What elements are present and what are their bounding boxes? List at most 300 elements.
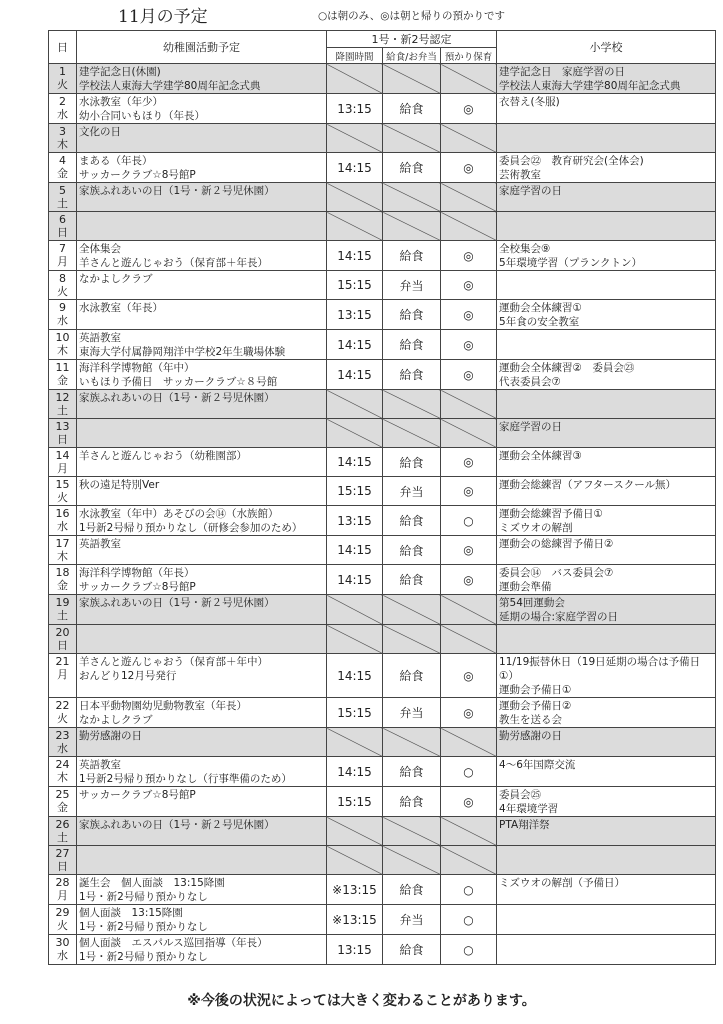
school-line-1: 委員会㉒ 教育研究会(全体会)	[499, 155, 644, 167]
school-event	[497, 477, 716, 506]
day-number: 5	[59, 184, 66, 197]
meal-type: 給食	[383, 300, 441, 330]
care-mark: ◎	[441, 698, 497, 728]
header-school: 小学校	[497, 31, 716, 64]
care-mark	[441, 817, 497, 846]
header-certified: 1号・新2号認定	[327, 31, 497, 48]
meal-type: 弁当	[383, 271, 441, 300]
day-number: 6	[59, 213, 66, 226]
table-row	[49, 698, 716, 728]
weekday: 土	[57, 197, 68, 210]
school-event	[497, 419, 716, 448]
activity-line-2: 羊さんと遊んじゃおう（保育部＋年長）	[79, 257, 268, 269]
pickup-time: 15:15	[327, 698, 383, 728]
activity-line-2: 1号・新2号帰り預かりなし	[79, 921, 208, 933]
care-mark: ◎	[441, 565, 497, 595]
table-row	[49, 94, 716, 124]
meal-type	[383, 183, 441, 212]
school-line-1: 運動会全体練習①	[499, 302, 582, 314]
day-number: 27	[55, 847, 70, 860]
table-row	[49, 64, 716, 94]
activity-line-2: 1号・新2号帰り預かりなし	[79, 891, 208, 903]
table-row	[49, 419, 716, 448]
day-number: 28	[55, 876, 70, 889]
activity-line-2: 1号新2号帰り預かりなし（行事準備のため）	[79, 773, 292, 785]
kindergarten-activity	[77, 506, 327, 536]
table-row	[49, 448, 716, 477]
care-mark: ○	[441, 875, 497, 905]
day-number: 22	[55, 699, 70, 712]
school-line-2: 運動会予備日①	[499, 684, 572, 696]
kindergarten-activity	[77, 625, 327, 654]
table-row	[49, 506, 716, 536]
day-cell	[49, 153, 77, 183]
care-mark	[441, 390, 497, 419]
meal-type: 給食	[383, 757, 441, 787]
care-mark: ◎	[441, 241, 497, 271]
school-line-2: 5年食の安全教室	[499, 316, 580, 328]
school-line-1: 建学記念日 家庭学習の日	[499, 66, 626, 78]
pickup-time	[327, 183, 383, 212]
kindergarten-activity	[77, 271, 327, 300]
kindergarten-activity	[77, 654, 327, 698]
meal-type: 給食	[383, 506, 441, 536]
meal-type: 給食	[383, 153, 441, 183]
day-number: 12	[55, 391, 70, 404]
weekday: 土	[57, 404, 68, 417]
day-number: 15	[55, 478, 70, 491]
pickup-time	[327, 64, 383, 94]
pickup-time	[327, 212, 383, 241]
school-event	[497, 300, 716, 330]
day-cell	[49, 360, 77, 390]
weekday: 日	[57, 639, 68, 652]
meal-type: 給食	[383, 330, 441, 360]
school-event	[497, 625, 716, 654]
day-cell	[49, 330, 77, 360]
care-mark: ◎	[441, 153, 497, 183]
activity-line-1: サッカークラブ☆8号館P	[79, 789, 196, 801]
table-row	[49, 935, 716, 965]
meal-type	[383, 64, 441, 94]
school-event	[497, 728, 716, 757]
activity-line-1: 海洋科学博物館（年中）	[79, 362, 195, 374]
kindergarten-activity	[77, 757, 327, 787]
pickup-time	[327, 595, 383, 625]
pickup-time: 13:15	[327, 300, 383, 330]
day-number: 26	[55, 818, 70, 831]
day-number: 9	[59, 301, 66, 314]
meal-type	[383, 212, 441, 241]
day-cell	[49, 875, 77, 905]
table-row	[49, 241, 716, 271]
school-event	[497, 846, 716, 875]
meal-type	[383, 390, 441, 419]
table-row	[49, 124, 716, 153]
care-mark: ○	[441, 506, 497, 536]
schedule-table	[48, 30, 716, 965]
day-cell	[49, 935, 77, 965]
pickup-time	[327, 124, 383, 153]
header-pickup: 降園時間	[327, 48, 383, 64]
weekday: 金	[57, 579, 68, 592]
school-line-1: 運動会総練習予備日①	[499, 508, 603, 520]
weekday: 土	[57, 831, 68, 844]
school-event	[497, 271, 716, 300]
table-row	[49, 183, 716, 212]
activity-line-1: 家族ふれあいの日（1号・新２号児休園）	[79, 392, 275, 404]
header-meal: 給食/お弁当	[383, 48, 441, 64]
pickup-time: 14:15	[327, 360, 383, 390]
weekday: 火	[57, 78, 68, 91]
day-cell	[49, 817, 77, 846]
weekday: 火	[57, 491, 68, 504]
day-cell	[49, 846, 77, 875]
table-row	[49, 757, 716, 787]
school-line-1: 運動会全体練習② 委員会㉓	[499, 362, 635, 374]
day-cell	[49, 698, 77, 728]
school-line-1: 勤労感謝の日	[499, 730, 563, 742]
day-number: 10	[55, 331, 70, 344]
weekday: 日	[57, 433, 68, 446]
school-event	[497, 536, 716, 565]
meal-type	[383, 817, 441, 846]
weekday: 月	[57, 668, 68, 681]
activity-line-1: 全体集会	[79, 243, 121, 255]
weekday: 水	[57, 742, 68, 755]
meal-type: 弁当	[383, 905, 441, 935]
care-mark	[441, 419, 497, 448]
day-cell	[49, 448, 77, 477]
activity-line-2: いもほり予備日 サッカークラブ☆８号館	[79, 376, 278, 388]
school-line-1: ミズウオの解剖（予備日）	[499, 877, 626, 889]
header-kindergarten: 幼稚園活動予定	[77, 31, 327, 64]
kindergarten-activity	[77, 94, 327, 124]
school-event	[497, 241, 716, 271]
activity-line-1: 水泳教室（年長）	[79, 302, 163, 314]
care-mark: ◎	[441, 477, 497, 506]
table-row	[49, 905, 716, 935]
school-line-2: ミズウオの解剖	[499, 522, 573, 534]
day-number: 21	[55, 655, 70, 668]
day-cell	[49, 477, 77, 506]
school-event	[497, 817, 716, 846]
pickup-time: 13:15	[327, 506, 383, 536]
kindergarten-activity	[77, 787, 327, 817]
activity-line-2: おんどり12月号発行	[79, 670, 177, 682]
day-cell	[49, 271, 77, 300]
meal-type	[383, 595, 441, 625]
care-mark: ○	[441, 935, 497, 965]
care-mark: ◎	[441, 271, 497, 300]
day-number: 14	[55, 449, 70, 462]
activity-line-1: 個人面談 13:15降園	[79, 907, 183, 919]
table-row	[49, 625, 716, 654]
table-row	[49, 875, 716, 905]
activity-line-1: 海洋科学博物館（年長）	[79, 567, 195, 579]
school-event	[497, 506, 716, 536]
pickup-time: ※13:15	[327, 905, 383, 935]
pickup-time: 14:15	[327, 241, 383, 271]
day-cell	[49, 595, 77, 625]
weekday: 水	[57, 949, 68, 962]
day-number: 1	[59, 65, 66, 78]
day-cell	[49, 94, 77, 124]
care-mark	[441, 212, 497, 241]
activity-line-1: 英語教室	[79, 759, 121, 771]
school-event	[497, 757, 716, 787]
day-cell	[49, 241, 77, 271]
activity-line-1: 勤労感謝の日	[79, 730, 142, 742]
school-line-2: 4年環境学習	[499, 803, 559, 815]
pickup-time: 14:15	[327, 153, 383, 183]
activity-line-1: 秋の遠足特別Ver	[79, 479, 160, 491]
day-number: 4	[59, 154, 66, 167]
activity-line-1: 英語教室	[79, 332, 121, 344]
school-line-2: 芸術教室	[499, 169, 542, 181]
weekday: 日	[57, 860, 68, 873]
school-line-1: 委員会⑭ バス委員会⑦	[499, 567, 614, 579]
day-cell	[49, 212, 77, 241]
meal-type: 給食	[383, 565, 441, 595]
pickup-time: 15:15	[327, 787, 383, 817]
kindergarten-activity	[77, 477, 327, 506]
day-number: 7	[59, 242, 66, 255]
meal-type: 給食	[383, 654, 441, 698]
kindergarten-activity	[77, 390, 327, 419]
kindergarten-activity	[77, 875, 327, 905]
weekday: 火	[57, 712, 68, 725]
day-cell	[49, 64, 77, 94]
meal-type: 給食	[383, 787, 441, 817]
weekday: 火	[57, 919, 68, 932]
school-line-1: 4〜6年国際交流	[499, 759, 576, 771]
header-care: 預かり保育	[441, 48, 497, 64]
weekday: 土	[57, 609, 68, 622]
weekday: 金	[57, 374, 68, 387]
day-number: 11	[55, 361, 70, 374]
care-mark: ◎	[441, 360, 497, 390]
kindergarten-activity	[77, 935, 327, 965]
table-row	[49, 477, 716, 506]
pickup-time: ※13:15	[327, 875, 383, 905]
activity-line-2: 東海大学付属静岡翔洋中学校2年生職場体験	[79, 346, 286, 358]
school-line-1: 運動会総練習（アフタースクール無）	[499, 479, 677, 491]
activity-line-1: 家族ふれあいの日（1号・新２号児休園）	[79, 597, 275, 609]
day-number: 23	[55, 729, 70, 742]
weekday: 木	[57, 550, 68, 563]
school-line-2: 学校法人東海大学建学80周年記念式典	[499, 80, 681, 92]
day-cell	[49, 625, 77, 654]
day-number: 29	[55, 906, 70, 919]
school-event	[497, 787, 716, 817]
meal-type	[383, 124, 441, 153]
day-cell	[49, 300, 77, 330]
day-number: 17	[55, 537, 70, 550]
school-event	[497, 390, 716, 419]
table-row	[49, 360, 716, 390]
school-line-1: 衣替え(冬服)	[499, 96, 560, 108]
header-day: 日	[49, 31, 77, 64]
page-title: 11月の予定	[118, 7, 208, 27]
day-cell	[49, 506, 77, 536]
weekday: 月	[57, 462, 68, 475]
table-row	[49, 728, 716, 757]
day-cell	[49, 654, 77, 698]
care-mark: ○	[441, 757, 497, 787]
meal-type	[383, 846, 441, 875]
care-mark	[441, 183, 497, 212]
care-mark: ◎	[441, 536, 497, 565]
kindergarten-activity	[77, 241, 327, 271]
activity-line-1: 建学記念日(休園)	[79, 66, 161, 78]
school-line-1: 運動会の総練習予備日②	[499, 538, 614, 550]
weekday: 木	[57, 771, 68, 784]
day-cell	[49, 183, 77, 212]
activity-line-1: 文化の日	[79, 126, 121, 138]
school-event	[497, 448, 716, 477]
meal-type	[383, 728, 441, 757]
meal-type: 給食	[383, 94, 441, 124]
kindergarten-activity	[77, 728, 327, 757]
weekday: 月	[57, 255, 68, 268]
kindergarten-activity	[77, 330, 327, 360]
school-line-2: 延期の場合:家庭学習の日	[499, 611, 619, 623]
pickup-time: 14:15	[327, 565, 383, 595]
table-row	[49, 595, 716, 625]
kindergarten-activity	[77, 153, 327, 183]
table-row	[49, 565, 716, 595]
care-mark	[441, 124, 497, 153]
school-event	[497, 935, 716, 965]
school-event	[497, 124, 716, 153]
activity-line-2: サッカークラブ☆8号館P	[79, 581, 196, 593]
pickup-time	[327, 846, 383, 875]
weekday: 水	[57, 520, 68, 533]
pickup-time	[327, 817, 383, 846]
school-line-2: 代表委員会⑦	[499, 376, 561, 388]
pickup-time: 14:15	[327, 757, 383, 787]
kindergarten-activity	[77, 64, 327, 94]
activity-line-2: 幼小合同いもほり（年長）	[79, 110, 205, 122]
day-number: 24	[55, 758, 70, 771]
table-row	[49, 787, 716, 817]
weekday: 金	[57, 167, 68, 180]
day-number: 18	[55, 566, 70, 579]
school-event	[497, 565, 716, 595]
table-row	[49, 300, 716, 330]
school-event	[497, 875, 716, 905]
table-row	[49, 846, 716, 875]
weekday: 日	[57, 226, 68, 239]
meal-type: 弁当	[383, 698, 441, 728]
kindergarten-activity	[77, 698, 327, 728]
weekday: 水	[57, 108, 68, 121]
care-mark	[441, 846, 497, 875]
meal-type: 給食	[383, 448, 441, 477]
day-cell	[49, 787, 77, 817]
pickup-time: 15:15	[327, 271, 383, 300]
activity-line-1: なかよしクラブ	[79, 273, 153, 285]
pickup-time	[327, 390, 383, 419]
pickup-time: 14:15	[327, 654, 383, 698]
table-row	[49, 212, 716, 241]
school-event	[497, 212, 716, 241]
activity-line-2: サッカークラブ☆8号館P	[79, 169, 196, 181]
kindergarten-activity	[77, 817, 327, 846]
weekday: 火	[57, 285, 68, 298]
day-number: 13	[55, 420, 70, 433]
school-line-1: 運動会全体練習③	[499, 450, 582, 462]
activity-line-1: 羊さんと遊んじゃおう（幼稚園部）	[79, 450, 247, 462]
care-mark: ◎	[441, 787, 497, 817]
school-event	[497, 64, 716, 94]
care-mark: ○	[441, 905, 497, 935]
kindergarten-activity	[77, 846, 327, 875]
weekday: 月	[57, 889, 68, 902]
pickup-time: 13:15	[327, 94, 383, 124]
meal-type	[383, 625, 441, 654]
meal-type: 給食	[383, 360, 441, 390]
day-number: 30	[55, 936, 70, 949]
care-mark	[441, 595, 497, 625]
meal-type: 給食	[383, 935, 441, 965]
school-line-1: 家庭学習の日	[499, 185, 563, 197]
day-cell	[49, 390, 77, 419]
school-line-2: 5年環境学習（プランクトン）	[499, 257, 642, 269]
day-number: 2	[59, 95, 66, 108]
weekday: 木	[57, 138, 68, 151]
day-number: 19	[55, 596, 70, 609]
activity-line-1: 家族ふれあいの日（1号・新２号児休園）	[79, 819, 275, 831]
activity-line-1: 羊さんと遊んじゃおう（保育部＋年中）	[79, 656, 268, 668]
activity-line-1: 個人面談 エスパルス巡回指導（年長）	[79, 937, 268, 949]
pickup-time: 14:15	[327, 536, 383, 565]
table-row	[49, 817, 716, 846]
table-row	[49, 654, 716, 698]
kindergarten-activity	[77, 595, 327, 625]
kindergarten-activity	[77, 905, 327, 935]
pickup-time	[327, 625, 383, 654]
school-line-1: 第54回運動会	[499, 597, 565, 609]
pickup-time	[327, 728, 383, 757]
day-number: 3	[59, 125, 66, 138]
weekday: 木	[57, 344, 68, 357]
school-line-1: 11/19振替休日（19日延期の場合は予備日①）	[499, 656, 701, 682]
care-mark: ◎	[441, 300, 497, 330]
pickup-time: 14:15	[327, 330, 383, 360]
day-cell	[49, 565, 77, 595]
school-line-1: PTA翔洋祭	[499, 819, 550, 831]
table-row	[49, 330, 716, 360]
kindergarten-activity	[77, 212, 327, 241]
activity-line-2: 1号・新2号帰り預かりなし	[79, 951, 208, 963]
kindergarten-activity	[77, 448, 327, 477]
day-number: 20	[55, 626, 70, 639]
day-cell	[49, 419, 77, 448]
day-cell	[49, 728, 77, 757]
pickup-time: 13:15	[327, 935, 383, 965]
activity-line-2: 1号新2号帰り預かりなし（研修会参加のため）	[79, 522, 303, 534]
care-mark: ◎	[441, 654, 497, 698]
pickup-time	[327, 419, 383, 448]
activity-line-2: 学校法人東海大学建学80周年記念式典	[79, 80, 261, 92]
school-event	[497, 595, 716, 625]
kindergarten-activity	[77, 419, 327, 448]
school-line-2: 運動会準備	[499, 581, 552, 593]
activity-line-1: 英語教室	[79, 538, 121, 550]
pickup-time: 14:15	[327, 448, 383, 477]
